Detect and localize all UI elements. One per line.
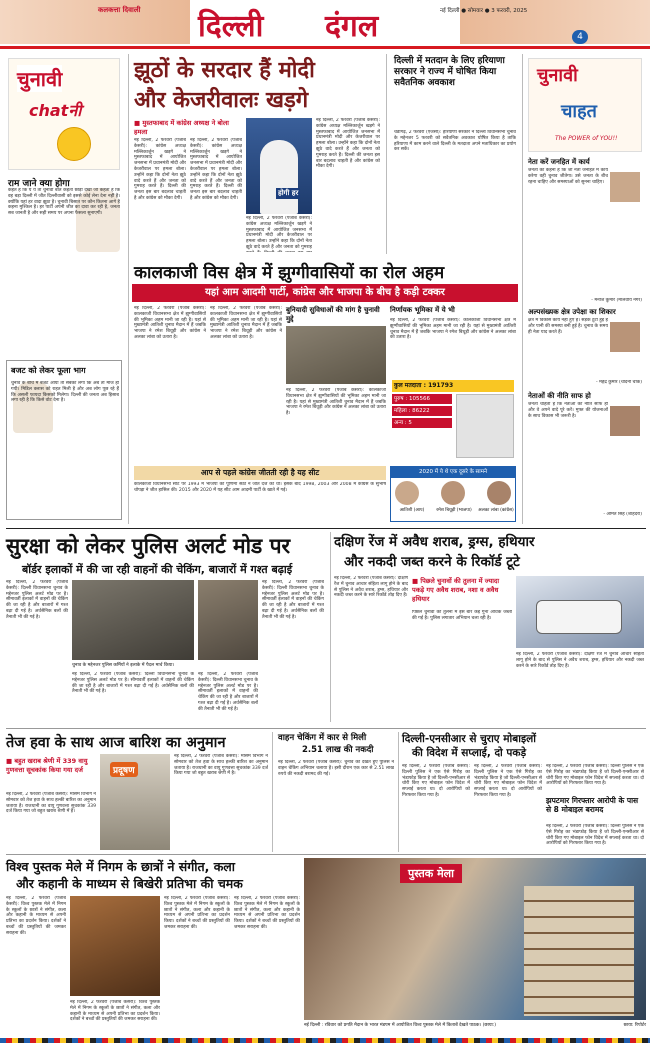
cand3-name: अलका लांबा (कांग्रेस) — [478, 508, 514, 513]
bookfair-body-4: नई दिल्ली, 2 फरवरी (पंजाब केसरी): विश्व पुस्तक मेले में निगम के स्कूलों के छात्रों ने संगीत, कला और कहानी के माध्यम से अपनी प्रतिभा का प्रदर्शन किया। दर्शकों ने बच्चों की प्रस्तुतियों की जमकर सराहना की। — [234, 896, 300, 930]
kalkaji-body3: कालकाजी विधानसभा सीट पर 1993 में भाजपा की पूर्णिमा सेठी ने जीत दर्ज की थी। इसके बाद 1998, 2003 और 2008 में कांग्रेस के सुभाष चोपड़ा ने जीत हासिल की। 2015 और 2020 में यह सीट आम आदमी पार्टी के खाते में गई। — [134, 482, 386, 493]
kalkaji-result-box — [390, 466, 516, 522]
seizure-box-body: पिछले चुनावों की तुलना में इस बार कई गुना अधिक जब्ती की गई है। पुलिस लगातार अभियान चला रही है। — [412, 610, 512, 621]
title-left: दिल्ली — [198, 9, 264, 44]
date-line: नई दिल्ली ● सोमवार ● 3 फरवरी, 2025 — [440, 8, 528, 14]
masthead — [0, 0, 650, 50]
chahat-tagline: The POWER of YOU!! — [555, 135, 618, 142]
chahat-s3-sign: - अमित सिंह (शाहदरा) — [603, 512, 642, 517]
weather-body-2: नई दिल्ली, 2 फरवरी (पंजाब केसरी): मौसम विभाग ने सोमवार को तेज हवा के साथ हल्की बारिश का अनुमान जताया है। राजधानी का वायु गुणवत्ता सूचकांक 339 दर्ज किया गया जो बहुत खराब श्रेणी में है। — [174, 754, 268, 777]
lead-headline-1: झूठों के सरदार हैं मोदी — [134, 58, 315, 83]
seizure-body: नई दिल्ली, 2 फरवरी (पंजाब केसरी): दक्षिण रेंज में चुनाव आचार संहिता लागू होने के बाद से पुलिस ने अवैध शराब, ड्रग्स, हथियार और नकदी जब्त करने के सारे रिकॉर्ड तोड़ दिए हैं। — [334, 576, 408, 599]
lead-kicker: ■ मुस्तफाबाद में कांग्रेस अध्यक्ष ने बोला हमला — [134, 119, 229, 136]
chatni-subtitle — [29, 99, 81, 121]
page-number-badge: 4 — [572, 30, 588, 44]
security-caption: चुनाव के मद्देनजर पुलिस कर्मियों ने इलाके में पैदल मार्च किया। — [72, 663, 175, 668]
kalkaji-sub3: आप से पहले कांग्रेस जीतती रही है यह सीट — [134, 466, 386, 480]
notice-story — [390, 54, 518, 254]
cand2-photo — [441, 481, 465, 505]
sidebar-left-heading: राम जाने क्या होगा — [8, 179, 70, 189]
kalkaji-body-2: नई दिल्ली, 2 फरवरी (पंजाब केसरी): कालकाजी विधानसभा क्षेत्र में झुग्गीवासियों की भूमिका अहम मानी जा रही है। यहां से मुख्यमंत्री आतिशी चुनाव मैदान में हैं जबकि भाजपा ने रमेश बिधूड़ी और कांग्रेस ने अलका लांबा को उतारा है। — [210, 306, 282, 340]
lead-body-col1: नई दिल्ली, 2 फरवरी (पंजाब केसरी): कांग्रेस अध्यक्ष मल्लिकार्जुन खड़गे ने मुस्तफाबाद में आयोजित जनसभा में प्रधानमंत्री मोदी और केजरीवाल पर हमला बोला। उन्होंने कहा कि दोनों नेता झूठे वादे करते हैं और जनता को गुमराह करते हैं। दिल्ली की जनता इस बार बदलाव चाहती है और कांग्रेस को मौका देगी। — [134, 138, 186, 201]
chahat-s1-body: जनता का कहना है कि जो नेता जनहित में कार्य करेगा वही चुनाव जीतेगा। उसे जनता के बीच रहना चाहिए और समस्याओं को सुनना चाहिए। — [528, 168, 608, 185]
ncr-headline-1: दिल्ली-एनसीआर से चुराए मोबाइलों — [402, 733, 536, 745]
chahat-title-box — [528, 58, 642, 152]
bookfair-shelves — [524, 886, 634, 1016]
weather-body: नई दिल्ली, 2 फरवरी (पंजाब केसरी): मौसम विभाग ने सोमवार को तेज हवा के साथ हल्की बारिश का अनुमान जताया है। राजधानी का वायु गुणवत्ता सूचकांक 339 दर्ज किया गया जो बहुत खराब श्रेणी में है। — [6, 792, 96, 815]
lead-kicker-text: मुस्तफाबाद में कांग्रेस अध्यक्ष ने बोला हमला — [134, 119, 229, 136]
leader-strip-left — [0, 0, 190, 44]
security-headline: सुरक्षा को लेकर पुलिस अलर्ट मोड पर — [6, 534, 291, 558]
cand1-photo — [395, 481, 419, 505]
seizure-headline-2: और नकदी जब्त करने के रिकॉर्ड टूटे — [344, 554, 520, 570]
bookfair-photo-1 — [70, 896, 160, 996]
sidebar-left — [6, 54, 124, 524]
ncr-body-3: नई दिल्ली, 2 फरवरी (पंजाब केसरी): दिल्ली पुलिस ने एक ऐसे गिरोह का भंडाफोड़ किया है जो दिल्ली-एनसीआर से चोरी किए गए मोबाइल फोन विदेश में सप्लाई करता था। दो आरोपियों को गिरफ्तार किया गया है। — [546, 764, 644, 787]
bookfair-body-3: नई दिल्ली, 2 फरवरी (पंजाब केसरी): विश्व पुस्तक मेले में निगम के स्कूलों के छात्रों ने संगीत, कला और कहानी के माध्यम से अपनी प्रतिभा का प्रदर्शन किया। दर्शकों ने बच्चों की प्रस्तुतियों की जमकर सराहना की। — [164, 896, 230, 930]
kalkaji-sub1: बुनियादी सुविधाओं की मांग है चुनावी मुद्दे — [286, 306, 380, 323]
chahat-s1-sign: - मनोज कुमार (मालवीय नगर) — [591, 298, 642, 303]
weather-kicker-text: बहुत खराब श्रेणी में 339 वायु गुणवत्ता सूचकांक किया गया दर्ज — [6, 757, 88, 774]
chatni-subtitle-b: नी — [68, 101, 82, 120]
lead-headline-2: और केजरीवालः खड़गे — [134, 88, 309, 113]
security-body-3: नई दिल्ली, 2 फरवरी (पंजाब केसरी): दिल्ली विधानसभा चुनाव के मद्देनजर पुलिस अलर्ट मोड पर है। सीमावर्ती इलाकों में वाहनों की चेकिंग की जा रही है और बाजारों में गश्त बढ़ा दी गई है। अर्धसैनिक बलों की तैनाती भी की गई है। — [198, 672, 258, 712]
arrest-headline: झपटमार गिरफ्तार आरोपी के पास से 8 मोबाइल बरामद — [546, 796, 639, 814]
bookfair-photo-2 — [304, 858, 646, 1020]
bookfair-credit: छाया: रिपोर्टर — [623, 1023, 646, 1028]
kalkaji-banner: कालकाजी विस क्षेत्र में झुग्गीवासियों का रोल अहम — [134, 263, 445, 283]
sidebar-right — [526, 54, 646, 524]
checking-body: नई दिल्ली, 2 फरवरी (पंजाब केसरी): चुनाव को देखते हुए पुलिस ने वाहन चेकिंग अभियान चलाया है। इसी दौरान एक कार से 2.51 लाख रुपये की नकदी बरामद की गई। — [278, 760, 394, 777]
checking-story — [276, 732, 396, 852]
chatni-subtitle-a: chat — [29, 101, 69, 120]
chahat-s3-title: नेताओं की नीति साफ हो — [528, 392, 591, 400]
pollution-badge: प्रदूषण — [110, 762, 138, 777]
checking-headline-1: वाहन चेकिंग में कार से मिली — [278, 733, 367, 743]
stats-male: पुरुष : 105566 — [392, 394, 452, 404]
chatni-title: चुनावी — [17, 67, 63, 91]
brand-left: कलकत्ता दिवाली — [98, 6, 141, 14]
bookfair-headline-2: और कहानी के माध्यम से बिखेरी प्रतिभा की चमक — [16, 876, 243, 891]
title-right: दंगल — [325, 9, 379, 44]
lead-photo-banner: होगी हर — [278, 189, 299, 197]
ncr-headline-2: की विदेश में सप्लाई, दो पकड़े — [412, 747, 527, 759]
chahat-s1-title: नेता करें जनहित में कार्य — [528, 158, 590, 166]
cand1-name: आतिशी (आप) — [399, 508, 425, 513]
seizure-box-title-text: पिछले चुनावों की तुलना में ज्यादा पकड़े गए अवैध शराब, नशा व अवैध हथियार — [412, 577, 500, 603]
security-body: नई दिल्ली, 2 फरवरी (पंजाब केसरी): दिल्ली विधानसभा चुनाव के मद्देनजर पुलिस अलर्ट मोड पर है। सीमावर्ती इलाकों में वाहनों की चेकिंग की जा रही है और बाजारों में गश्त बढ़ा दी गई है। अर्धसैनिक बलों की तैनाती भी की गई है। — [6, 580, 68, 620]
chahat-s2-photo — [610, 322, 640, 352]
weather-story — [6, 732, 270, 852]
kalkaji-sub2: निर्णायक भूमिका में ये भी — [390, 306, 455, 314]
kalkaji-stats-box — [390, 378, 516, 462]
stats-map — [456, 394, 514, 458]
stats-other: अन्य : 5 — [392, 418, 452, 428]
bookfair-headline-1: विश्व पुस्तक मेले में निगम के छात्रों ने संगीत, कला — [6, 859, 236, 874]
ncr-body: नई दिल्ली, 2 फरवरी (पंजाब केसरी): दिल्ली पुलिस ने एक ऐसे गिरोह का भंडाफोड़ किया है जो दिल्ली-एनसीआर से चोरी किए गए मोबाइल फोन विदेश में सप्लाई करता था। दो आरोपियों को गिरफ्तार किया गया है। — [402, 764, 470, 798]
chahat-s2-title: अल्पसंख्यक क्षेत्र उपेक्षा का शिकार — [528, 308, 616, 316]
budget-box-body: चुनाव के बीच में बजट आया तो सबको लगा कि अब तो मौज हो गयी। मिडिल क्लास को राहत मिली है और अब लोग पूछ रहे हैं कि असली फायदा किसको मिलेगा। दिल्ली की जनता अब हिसाब लगा रही है कि किसे वोट देना है। — [11, 381, 119, 404]
stats-female: महिला : 86222 — [392, 406, 452, 416]
chahat-s1-photo — [610, 172, 640, 202]
laughing-emoji-icon — [57, 127, 91, 161]
bookfair-body: नई दिल्ली, 2 फरवरी (पंजाब केसरी): विश्व पुस्तक मेले में निगम के स्कूलों के छात्रों ने संगीत, कला और कहानी के माध्यम से अपनी प्रतिभा का प्रदर्शन किया। दर्शकों ने बच्चों की प्रस्तुतियों की जमकर सराहना की। — [6, 896, 66, 936]
kalkaji-body: नई दिल्ली, 2 फरवरी (पंजाब केसरी): कालकाजी विधानसभा क्षेत्र में झुग्गीवासियों की भूमिका अहम मानी जा रही है। यहां से मुख्यमंत्री आतिशी चुनाव मैदान में हैं जबकि भाजपा ने रमेश बिधूड़ी और कांग्रेस ने अलका लांबा को उतारा है। — [134, 306, 206, 340]
result-title: 2020 में ये थे एक दूसरे के सामने — [391, 467, 515, 478]
stats-voters: कुल मतदाता : 191793 — [392, 380, 514, 392]
security-story — [6, 532, 326, 726]
notice-headline: दिल्ली में मतदान के लिए हरियाणा सरकार ने राज्य में घोषित किया सवैतनिक अवकाश — [394, 56, 505, 88]
security-body-2: नई दिल्ली, 2 फरवरी (पंजाब केसरी): दिल्ली विधानसभा चुनाव के मद्देनजर पुलिस अलर्ट मोड पर है। सीमावर्ती इलाकों में वाहनों की चेकिंग की जा रही है और बाजारों में गश्त बढ़ा दी गई है। अर्धसैनिक बलों की तैनाती भी की गई है। — [72, 672, 194, 695]
seizure-body-2: नई दिल्ली, 2 फरवरी (पंजाब केसरी): दक्षिण रेंज में चुनाव आचार संहिता लागू होने के बाद से पुलिस ने अवैध शराब, ड्रग्स, हथियार और नकदी जब्त करने के सारे रिकॉर्ड तोड़ दिए हैं। — [516, 652, 644, 669]
security-subhead: बॉर्डर इलाकों में की जा रही वाहनों की चेकिंग, बाजारों में गश्त बढ़ाई — [22, 563, 293, 576]
kalkaji-subhead: यहां आम आदमी पार्टी, कांग्रेस और भाजपा के बीच है कड़ी टक्कर — [132, 284, 518, 302]
bookfair-body-2: नई दिल्ली, 2 फरवरी (पंजाब केसरी): विश्व पुस्तक मेले में निगम के स्कूलों के छात्रों ने संगीत, कला और कहानी के माध्यम से अपनी प्रतिभा का प्रदर्शन किया। दर्शकों ने बच्चों की प्रस्तुतियों की जमकर सराहना की। — [70, 1000, 160, 1023]
cand3-photo — [487, 481, 511, 505]
seizure-box-title: ■ पिछले चुनावों की तुलना में ज्यादा पकड़े गए अवैध शराब, नशा व अवैध हथियार — [412, 577, 500, 603]
kalkaji-sub1-body: नई दिल्ली, 2 फरवरी (पंजाब केसरी): कालकाजी विधानसभा क्षेत्र में झुग्गीवासियों की भूमिका अहम मानी जा रही है। यहां से मुख्यमंत्री आतिशी चुनाव मैदान में हैं जबकि भाजपा ने रमेश बिधूड़ी और कांग्रेस ने अलका लांबा को उतारा है। — [286, 388, 386, 417]
bookfair-label: पुस्तक मेला — [400, 864, 462, 883]
chahat-title: चुनावी — [537, 65, 578, 86]
bookfair-story — [6, 858, 646, 1038]
weather-photo — [100, 754, 170, 850]
chatni-title-box — [8, 58, 120, 170]
checking-headline-2: 2.51 लाख की नकदी — [302, 745, 374, 755]
seizure-headline-1: दक्षिण रेंज में अवैध शराब, ड्रग्स, हथियार — [334, 534, 535, 550]
budget-box — [6, 360, 122, 520]
masthead-rule — [0, 46, 650, 49]
lead-photo-caption: नई दिल्ली, 2 फरवरी (पंजाब केसरी): कांग्रेस अध्यक्ष मल्लिकार्जुन खड़गे ने मुस्तफाबाद में आयोजित जनसभा में प्रधानमंत्री मोदी और केजरीवाल पर हमला बोला। उन्होंने कहा कि दोनों नेता झूठे वादे करते हैं और जनता को गुमराह — [246, 216, 312, 250]
security-photo — [72, 580, 194, 660]
arrest-body: नई दिल्ली, 2 फरवरी (पंजाब केसरी): दिल्ली पुलिस ने एक ऐसे गिरोह का भंडाफोड़ किया है जो दिल्ली-एनसीआर से चोरी किए गए मोबाइल फोन विदेश में सप्लाई करता था। दो आरोपियों को गिरफ्तार किया गया है। — [546, 824, 644, 847]
chahat-s2-sign: - महेंद्र कुमार (चांदनी चौक) — [596, 380, 642, 385]
lead-story — [132, 54, 382, 254]
security-photo-2 — [198, 580, 258, 660]
vehicle-shape — [536, 600, 622, 634]
cand2-name: रमेश बिधूड़ी (भाजपा) — [436, 508, 472, 513]
chahat-s2-body: क्षेत्र में विकास कार्य नहीं हुए हैं। सड़कें टूटी हुई हैं और पानी की समस्या बनी हुई है। चुनाव के समय ही नेता याद करते हैं। — [528, 318, 608, 335]
lead-body-col2: नई दिल्ली, 2 फरवरी (पंजाब केसरी): कांग्रेस अध्यक्ष मल्लिकार्जुन खड़गे ने मुस्तफाबाद में आयोजित जनसभा में प्रधानमंत्री मोदी और केजरीवाल पर हमला बोला। उन्होंने कहा कि दोनों नेता झूठे वादे करते हैं और जनता को गुमराह करते हैं। दिल्ली की जनता इस बार बदलाव चाहती है और कांग्रेस को मौका देगी। — [190, 138, 242, 201]
weather-headline: तेज हवा के साथ आज बारिश का अनुमान — [6, 735, 226, 751]
ncr-story — [402, 732, 646, 852]
seizure-story — [334, 532, 646, 726]
budget-box-title: बजट को लेकर फूला भाग — [11, 366, 86, 375]
kalkaji-sub2-body: नई दिल्ली, 2 फरवरी (पंजाब केसरी): कालकाजी विधानसभा क्षेत्र में झुग्गीवासियों की भूमिका अहम मानी जा रही है। यहां से मुख्यमंत्री आतिशी चुनाव मैदान में हैं जबकि भाजपा ने रमेश बिधूड़ी और कांग्रेस ने अलका लांबा को उतारा है। — [390, 318, 516, 341]
lead-body-col3: नई दिल्ली, 2 फरवरी (पंजाब केसरी): कांग्रेस अध्यक्ष मल्लिकार्जुन खड़गे ने मुस्तफाबाद में आयोजित जनसभा में प्रधानमंत्री मोदी और केजरीवाल पर हमला बोला। उन्होंने कहा कि दोनों नेता झूठे वादे करते हैं और जनता को गुमराह करते हैं। दिल्ली की जनता इस बार बदलाव चाहती है और कांग्रेस को मौका देगी। — [316, 118, 380, 170]
kalkaji-story — [132, 258, 518, 524]
ncr-body-2: नई दिल्ली, 2 फरवरी (पंजाब केसरी): दिल्ली पुलिस ने एक ऐसे गिरोह का भंडाफोड़ किया है जो दिल्ली-एनसीआर से चोरी किए गए मोबाइल फोन विदेश में सप्लाई करता था। दो आरोपियों को गिरफ्तार किया गया है। — [474, 764, 542, 798]
sidebar-left-body: कहते हैं कि ये ये तो चुनावी बात कहता छोड़ो देखो जो कहता है कि वह बड़ा दिल्ली में जीत दिल्लीवासी को इससे कोई लेना देना नहीं है। क्योंकि यहां हर वादा झूठा है। चुनावी बिसात पर कौन कितना आगे है कहना मुश्किल है। हर पार्टी अपनी जीत का दावा कर रही है, जनता सब जानती है और सही समय पर अपना फैसला सुनाएगी। — [8, 188, 120, 217]
chahat-s3-body: जनता चाहती है कि नेताओं की नीति साफ हो और वे अपने वादे पूरे करें। मुफ्त की योजनाओं के साथ विकास भी जरूरी है। — [528, 402, 608, 419]
notice-body: चंडीगढ़, 2 फरवरी (एजेंसी): हरियाणा सरकार ने दिल्ली विधानसभा चुनाव के मद्देनजर 5 फरवरी को सवैतनिक अवकाश घोषित किया है ताकि हरियाणा में काम करने वाले दिल्ली के मतदाता अपने मताधिकार का प्रयोग कर सकें। — [394, 130, 516, 153]
chahat-s3-photo — [610, 406, 640, 436]
lead-photo — [246, 118, 312, 214]
kalkaji-photo — [286, 326, 386, 384]
chahat-subtitle: चाहत — [561, 101, 597, 122]
security-body-4: नई दिल्ली, 2 फरवरी (पंजाब केसरी): दिल्ली विधानसभा चुनाव के मद्देनजर पुलिस अलर्ट मोड पर है। सीमावर्ती इलाकों में वाहनों की चेकिंग की जा रही है और बाजारों में गश्त बढ़ा दी गई है। अर्धसैनिक बलों की तैनाती भी की गई है। — [262, 580, 324, 620]
weather-kicker: ■ बहुत खराब श्रेणी में 339 वायु गुणवत्ता सूचकांक किया गया दर्ज — [6, 757, 88, 774]
bottom-registration-strip — [0, 1038, 650, 1043]
bookfair-caption: नई दिल्ली : रविवार को प्रगति मैदान के भारत मंडपम में आयोजित विश्व पुस्तक मेले में किताबें देखते पाठक। (छाया:) — [304, 1023, 497, 1028]
police-vehicle-photo — [516, 576, 644, 648]
lead-photo-person — [260, 140, 298, 214]
